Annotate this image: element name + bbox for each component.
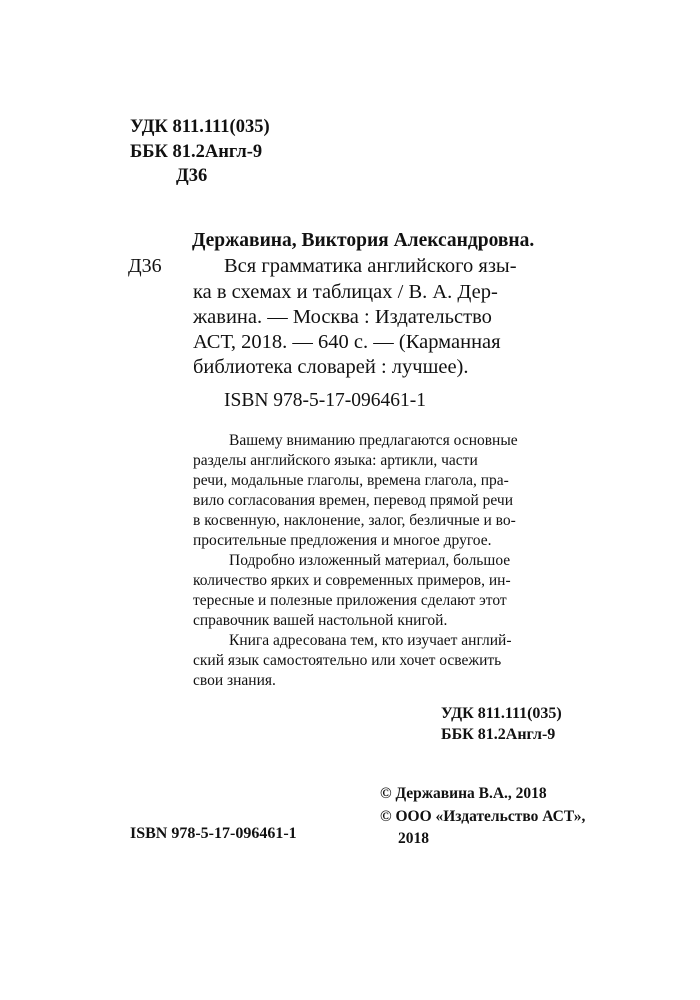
bib-line-5: библиотека словарей : лучшее). (193, 356, 469, 378)
bottom-udk-code: УДК 811.111(035) (441, 705, 562, 722)
catalog-author-mark: Д36 (128, 255, 162, 277)
annotation-line-12: ский язык самостоятельно или хочет освежить (193, 652, 502, 669)
bib-line-1: Вся грамматика английского язы- (224, 255, 517, 277)
annotation-line-9: тересные и полезные приложения сделают этот (193, 592, 507, 609)
annotation-line-13: свои знания. (193, 672, 276, 689)
author-heading: Державина, Виктория Александровна. (192, 230, 535, 251)
top-bbk-code: ББК 81.2Англ-9 (130, 142, 263, 162)
annotation-line-7: Подробно изложенный материал, большое (229, 552, 511, 569)
bib-line-4: АСТ, 2018. — 640 с. — (Карманная (193, 331, 501, 353)
annotation-line-6: просительные предложения и многое другое. (193, 532, 492, 549)
annotation-line-3: речи, модальные глаголы, времена глагола, пра- (193, 472, 509, 489)
copyright-publisher: © ООО «Издательство АСТ», (380, 808, 586, 825)
copyright-year: 2018 (398, 830, 429, 847)
annotation-line-10: справочник вашей настольной книгой. (193, 612, 448, 629)
annotation-line-1: Вашему вниманию предлагаются основные (229, 432, 518, 449)
bib-line-3: жавина. — Москва : Издательство (193, 306, 492, 328)
annotation-line-8: количество ярких и современных примеров, ин- (193, 572, 511, 589)
top-author-mark: Д36 (176, 166, 208, 186)
bib-line-2: ка в схемах и таблицах / В. А. Дер- (193, 281, 498, 303)
copyright-author: © Державина В.А., 2018 (380, 785, 547, 802)
annotation-line-11: Книга адресована тем, кто изучает англий- (229, 632, 512, 649)
bottom-isbn: ISBN 978-5-17-096461-1 (130, 825, 297, 842)
annotation-line-4: вило согласования времен, перевод прямой речи (193, 492, 514, 509)
annotation-line-2: разделы английского языка: артикли, части (193, 452, 478, 469)
bottom-bbk-code: ББК 81.2Англ-9 (441, 726, 556, 743)
annotation-line-5: в косвенную, наклонение, залог, безличные и во- (193, 512, 516, 529)
catalog-isbn: ISBN 978-5-17-096461-1 (224, 390, 427, 411)
top-udk-code: УДК 811.111(035) (130, 117, 270, 137)
